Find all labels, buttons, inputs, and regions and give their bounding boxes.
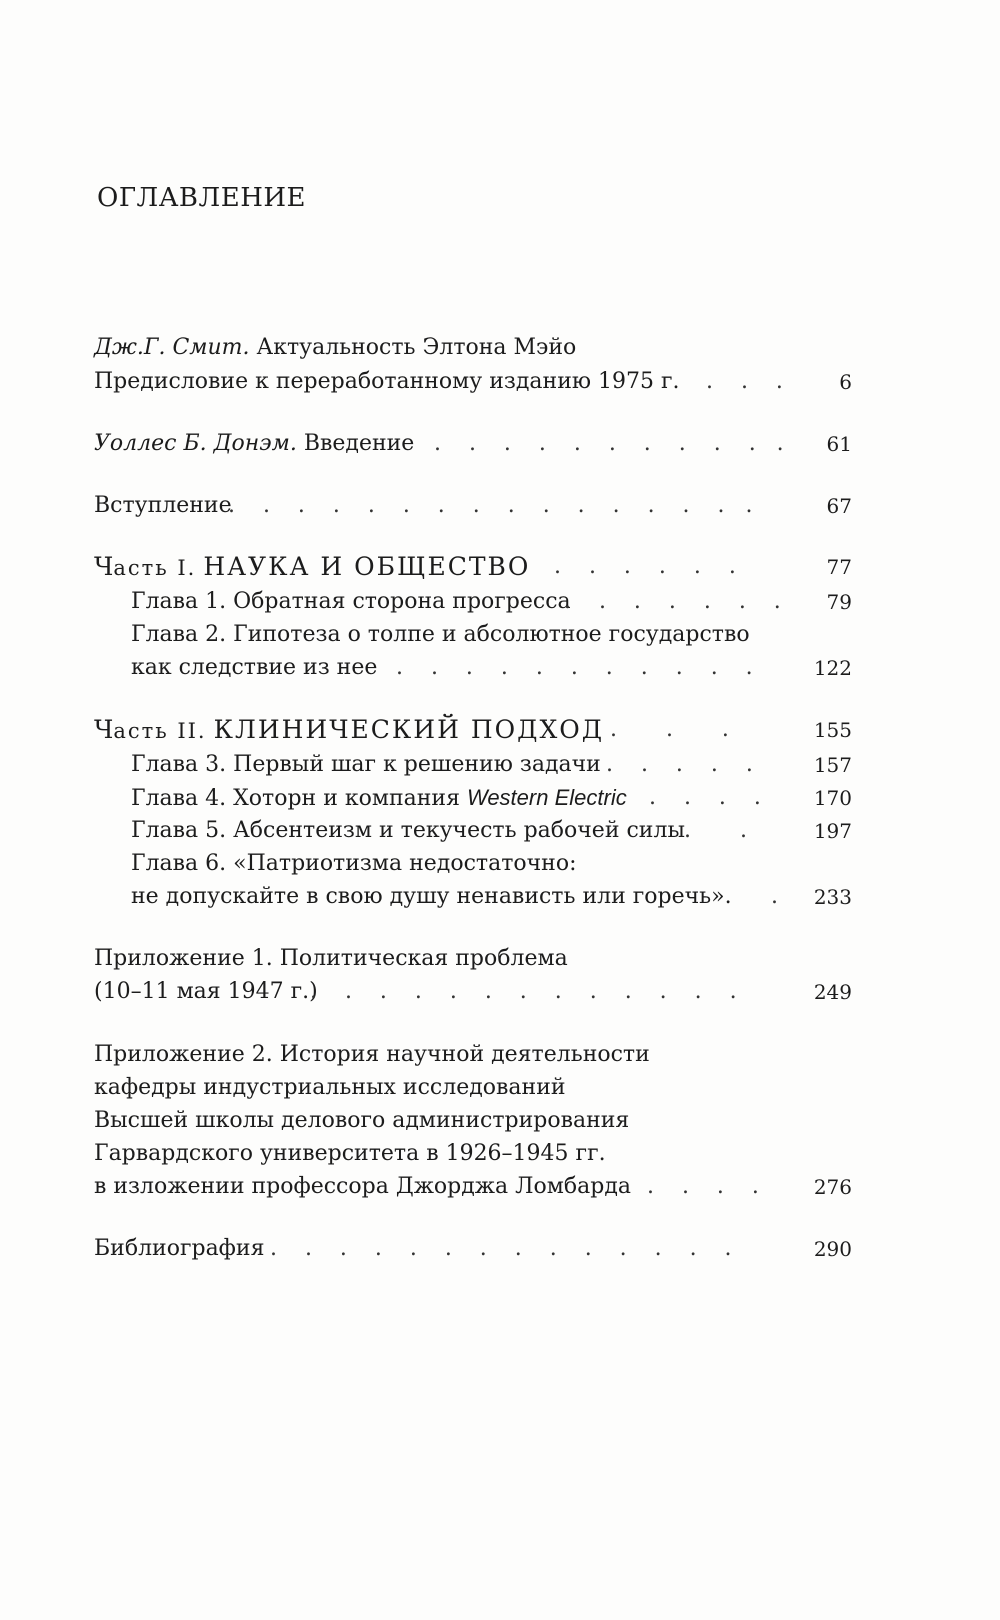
- page-number: 157: [813, 753, 852, 777]
- dot-leader: . . .: [610, 717, 729, 742]
- entry-title: Глава 4. Хоторн и компания: [131, 786, 460, 811]
- toc-chapter-6: [131, 848, 852, 880]
- entry-title: как следствие из нее: [131, 655, 378, 680]
- toc-chapter-3: [131, 749, 852, 781]
- part-title: КЛИНИЧЕСКИЙ ПОДХОД: [213, 715, 605, 744]
- author-name: Дж.Г. Смит.: [94, 335, 250, 360]
- part-label: асть II.: [113, 719, 207, 743]
- entry-title: Актуальность Элтона Мэйо: [256, 335, 577, 360]
- toc-appendix-2: [94, 1039, 852, 1071]
- toc-chapter-5: [131, 815, 852, 847]
- dot-leader: . . . .: [649, 785, 761, 810]
- toc-appendix-2-cont: [94, 1105, 852, 1137]
- entry-title: Вступление: [94, 493, 232, 518]
- toc-chapter-2: [131, 619, 852, 651]
- toc-entry-smith: [94, 332, 852, 364]
- entry-title: в изложении профессора Джорджа Ломбарда: [94, 1174, 631, 1199]
- entry-title: Глава 5. Абсентеизм и текучесть рабочей силы: [131, 818, 685, 843]
- part-title: НАУКА И ОБЩЕСТВО: [203, 552, 531, 581]
- dot-leader: . . . .: [647, 1174, 759, 1199]
- toc-appendix-2-cont: [94, 1072, 852, 1104]
- dot-leader: . . . . . . . . . . . . .: [310, 979, 737, 1004]
- page-number: 122: [813, 656, 852, 680]
- dot-leader: . . . . .: [606, 752, 753, 777]
- dot-leader: . . . . . . . . . . . . . . . .: [228, 493, 753, 518]
- toc-chapter-1: [131, 586, 852, 618]
- toc-appendix-1: [94, 943, 852, 975]
- entry-title: кафедры индустриальных исследований: [94, 1075, 566, 1100]
- page-number: 155: [813, 718, 852, 742]
- entry-title: Глава 3. Первый шаг к решению задачи: [131, 752, 601, 777]
- entry-title: (10–11 мая 1947 г.): [94, 979, 318, 1004]
- part-label: асть I.: [113, 556, 197, 580]
- part-label-initial: Ч: [94, 715, 114, 744]
- page-number: 276: [813, 1175, 852, 1199]
- dot-leader: . . .: [706, 369, 783, 394]
- page-number: 79: [826, 590, 852, 614]
- toc-part-2: [94, 714, 852, 746]
- toc-entry-intro: [94, 490, 852, 522]
- page-number: 233: [813, 885, 852, 909]
- author-name: Уоллес Б. Донэм.: [94, 431, 297, 456]
- entry-title: Предисловие к переработанному изданию 1975 г.: [94, 369, 680, 394]
- page-number: 170: [813, 786, 852, 810]
- toc-appendix-2-cont: [94, 1138, 852, 1170]
- toc-heading: ОГЛАВЛЕНИЕ: [97, 183, 307, 213]
- entry-title: Приложение 1. Политическая проблема: [94, 946, 568, 971]
- part-label-initial: Ч: [94, 552, 114, 581]
- dot-leader: . . . . . . .: [564, 589, 781, 614]
- entry-title: не допускайте в свою душу ненависть или горечь».: [131, 884, 732, 909]
- page-number: 197: [813, 819, 852, 843]
- entry-title: Гарвардского университета в 1926–1945 гг.: [94, 1141, 606, 1166]
- dot-leader: . . . . . . . . . . .: [396, 655, 753, 680]
- toc-appendix-2-cont: [94, 1171, 852, 1203]
- toc-entry-preface: [94, 366, 852, 398]
- entry-title: Высшей школы делового администрирования: [94, 1108, 630, 1133]
- page-number: 77: [826, 555, 852, 579]
- page-number: 290: [813, 1237, 852, 1261]
- page-number: 6: [839, 370, 852, 394]
- dot-leader: . . . . . . . . . . . . . .: [270, 1236, 732, 1261]
- toc-entry-donham: [94, 428, 852, 460]
- toc-chapter-4: [131, 782, 852, 814]
- toc-entry-bibliography: [94, 1233, 852, 1265]
- entry-title: Глава 2. Гипотеза о толпе и абсолютное государство: [131, 622, 750, 647]
- dot-leader: . . . . . . . . . . .: [434, 431, 784, 456]
- page-number: 61: [826, 432, 852, 456]
- page-number: 249: [813, 980, 852, 1004]
- dot-leader: . .: [684, 818, 747, 843]
- page-number: 67: [826, 494, 852, 518]
- entry-title: Глава 1. Обратная сторона прогресса: [131, 589, 571, 614]
- entry-title: Введение: [303, 431, 415, 456]
- company-name: Western Electric: [466, 785, 627, 810]
- toc-appendix-1-cont: [94, 976, 852, 1008]
- toc-chapter-6-cont: [131, 881, 852, 913]
- toc-part-1: [94, 551, 852, 583]
- dot-leader: . . . . . .: [554, 554, 736, 579]
- dot-leader: .: [771, 884, 778, 909]
- entry-title: Библиография: [94, 1236, 265, 1261]
- entry-title: Глава 6. «Патриотизма недостаточно:: [131, 851, 577, 876]
- toc-chapter-2-cont: [131, 652, 852, 684]
- entry-title: Приложение 2. История научной деятельности: [94, 1042, 650, 1067]
